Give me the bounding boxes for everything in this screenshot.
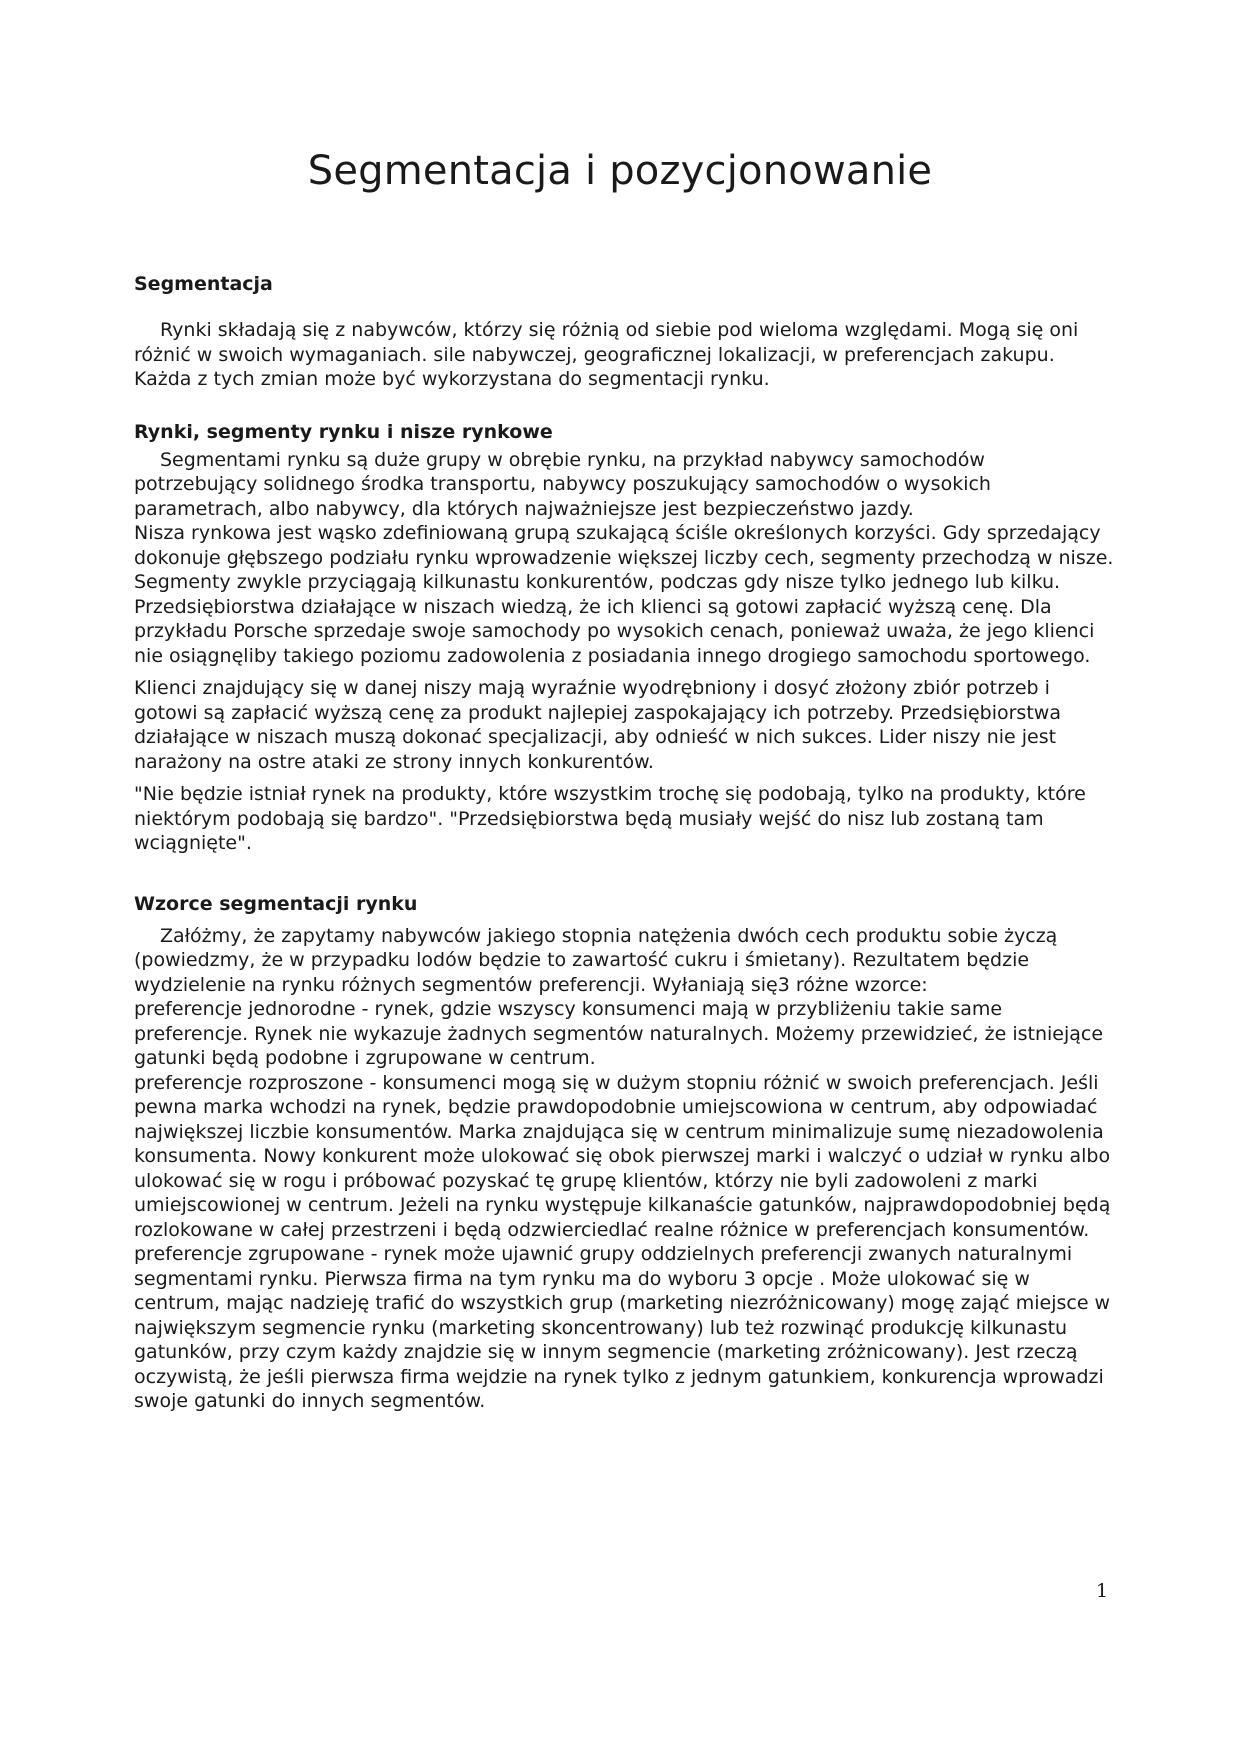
paragraph: preferencje jednorodne - rynek, gdzie wszyscy konsumenci mają w przybliżeniu takie same preferencje. Rynek nie wykazuje żadnych segmentów naturalnych. Możemy przewidzieć, że istniejące gatunki będą podobne i zgrupowane w centrum. [134,998,1104,1069]
document-body [134,272,1114,1414]
document-title: Segmentacja i pozycjonowanie [307,148,933,194]
section-heading-wzorce-segmentacji: Wzorce segmentacji rynku [134,892,418,915]
paragraph: Nisza rynkowa jest wąsko zdefiniowaną grupą szukającą ściśle określonych korzyści. Gdy sprzedający dokonuje głębszego podziału rynku wprowadzenie większej liczby cech, segmenty przechodzą w nisze. [134,522,1114,569]
paragraph: Segmentami rynku są duże grupy w obrębie rynku, na przykład nabywcy samochodów potrzebujący solidnego środka transportu, nabywcy poszukujący samochodów o wysokich parametrach, albo nabywcy, dla których najważniejsze jest bezpieczeństwo jazdy. [134,448,991,520]
paragraph: Załóżmy, że zapytamy nabywców jakiego stopnia natężenia dwóch cech produktu sobie życzą (powiedzmy, że w przypadku lodów będzie to zawartość cukru i śmietany). Rezultatem będzie wydzielenie na rynku różnych segmentów preferencji. Wyłaniają się3 różne wzorce: [134,924,1058,996]
paragraph: preferencje rozproszone - konsumenci mogą się w dużym stopniu różnić w swoich preferencjach. Jeśli pewna marka wchodzi na rynek, będzie prawdopodobnie umiejscowiona w centrum, aby odpowiadać największej liczbie konsumentów. Marka znajdująca się w centrum minimalizuje sumę niezadowolenia konsumenta. Nowy konkurent może ulokować się obok pierwszej marki i walczyć o udział w rynku albo ulokować się w rogu i próbować pozyskać tę grupę klientów, którzy nie byli zadowoleni z marki umiejscowionej w centrum. Jeżeli na rynku występuje kilkanaście gatunków, najprawdopodobniej będą rozlokowane w całej przestrzeni i będą odzwierciedlać realne różnice w preferencjach konsumentów. [134,1071,1111,1241]
section-heading-segmentacja: Segmentacja [134,273,273,295]
section-heading-rynki-segmenty-nisze: Rynki, segmenty rynku i nisze rynkowe [134,420,553,443]
paragraph: Klienci znajdujący się w danej niszy mają wyraźnie wyodrębniony i dosyć złożony zbiór potrzeb i gotowi są zapłacić wyższą cenę za produkt najlepiej zaspokajający ich potrzeby. Przedsiębiorstwa działające w niszach muszą dokonać specjalizacji, aby odnieść w nich sukces. Lider niszy nie jest narażony na ostre ataki ze strony innych konkurentów. [134,677,1061,773]
paragraph: "Nie będzie istniał rynek na produkty, które wszystkim trochę się podobają, tylko na produkty, które niektórym podobają się bardzo". "Przedsiębiorstwa będą musiały wejść do nisz lub zostaną tam wciągnięte". [134,783,1086,854]
page-number: 1 [1096,1580,1109,1602]
paragraph: preferencje zgrupowane - rynek może ujawnić grupy oddzielnych preferencji zwanych naturalnymi segmentami rynku. Pierwsza firma na tym rynku ma do wyboru 3 opcje . Może ulokować się w centrum, mając nadzieję trafić do wszystkich grup (marketing niezróżnicowany) mogę zająć miejsce w największym segmencie rynku (marketing skoncentrowany) lub też rozwinąć produkcję kilkunastu gatunków, przy czym każdy znajdzie się w innym segmencie (marketing zróżnicowany). Jest rzeczą oczywistą, że jeśli pierwsza firma wejdzie na rynek tylko z jednym gatunkiem, konkurencja wprowadzi swoje gatunki do innych segmentów. [134,1243,1111,1412]
paragraph: Rynki składają się z nabywców, którzy się różnią od siebie pod wieloma względami. Mogą się oni różnić w swoich wymaganiach. sile nabywczej, geograficznej lokalizacji, w preferencjach zakupu. Każda z tych zmian może być wykorzystana do segmentacji rynku. [134,319,1079,390]
paragraph: Segmenty zwykle przyciągają kilkunastu konkurentów, podczas gdy nisze tylko jednego lub kilku. Przedsiębiorstwa działające w niszach wiedzą, że ich klienci są gotowi zapłacić wyższą cenę. Dla przykładu Porsche sprzedaje swoje samochody po wysokich cenach, ponieważ uważa, że jego klienci nie osiągnęliby takiego poziomu zadowolenia z posiadania innego drogiego samochodu sportowego. [134,571,1095,667]
